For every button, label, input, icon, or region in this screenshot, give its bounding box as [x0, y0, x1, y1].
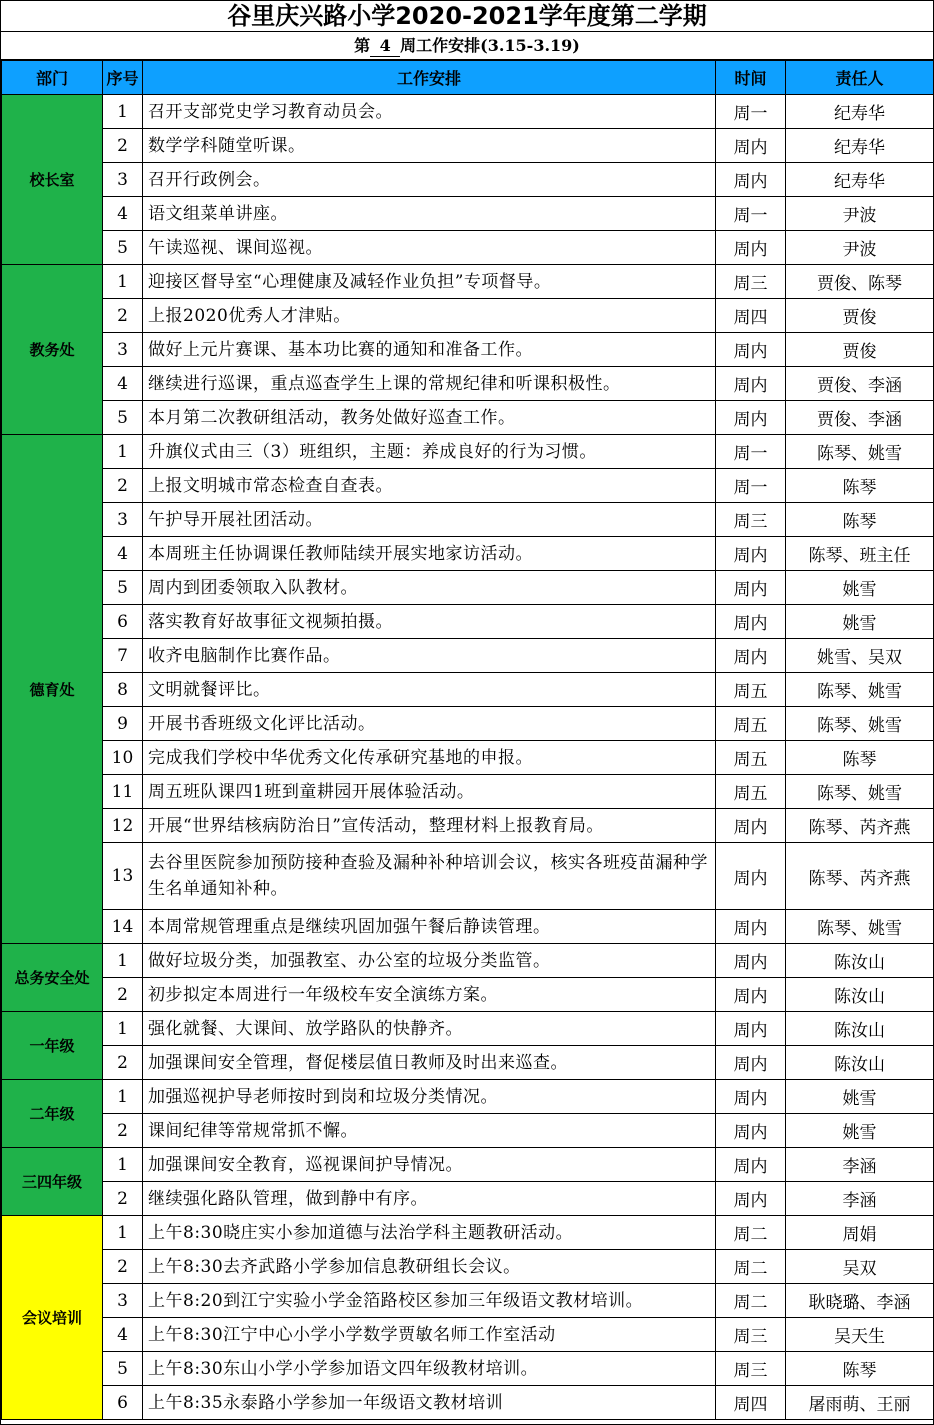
- time-cell: 周内: [716, 163, 786, 197]
- time-cell: 周内: [716, 1080, 786, 1114]
- table-row: [2, 197, 934, 231]
- row-number: 2: [103, 1046, 143, 1080]
- row-number: 6: [103, 605, 143, 639]
- person-cell: 李涵: [786, 1148, 934, 1182]
- person-cell: 陈琴、姚雪: [786, 775, 934, 809]
- table-row: [2, 231, 934, 265]
- person-cell: 陈琴: [786, 1352, 934, 1386]
- row-number: 1: [103, 944, 143, 978]
- person-cell: 吴天生: [786, 1318, 934, 1352]
- time-cell: 周内: [716, 571, 786, 605]
- table-row: [2, 1080, 934, 1114]
- task-cell: 做好上元片赛课、基本功比赛的通知和准备工作。: [143, 333, 716, 367]
- task-cell: 召开支部党史学习教育动员会。: [143, 95, 716, 129]
- row-number: 4: [103, 537, 143, 571]
- row-number: 10: [103, 741, 143, 775]
- person-cell: 陈琴、班主任: [786, 537, 934, 571]
- row-number: 2: [103, 1182, 143, 1216]
- week-number: 4: [370, 36, 400, 57]
- time-cell: 周一: [716, 469, 786, 503]
- person-cell: 陈琴、姚雪: [786, 435, 934, 469]
- time-cell: 周二: [716, 1284, 786, 1318]
- dept-cell: 三四年级: [2, 1148, 103, 1216]
- time-cell: 周内: [716, 1148, 786, 1182]
- time-cell: 周内: [716, 231, 786, 265]
- person-cell: 陈琴、姚雪: [786, 707, 934, 741]
- task-cell: 迎接区督导室“心理健康及减轻作业负担”专项督导。: [143, 265, 716, 299]
- table-row: [2, 910, 934, 944]
- time-cell: 周内: [716, 809, 786, 843]
- page-subtitle: [1, 32, 933, 60]
- table-row: [2, 469, 934, 503]
- task-cell: 上午8:30晓庄实小参加道德与法治学科主题教研活动。: [143, 1216, 716, 1250]
- person-cell: 陈琴、芮齐燕: [786, 809, 934, 843]
- time-cell: 周四: [716, 299, 786, 333]
- dept-cell: 校长室: [2, 95, 103, 265]
- time-cell: 周内: [716, 401, 786, 435]
- table-row: [2, 843, 934, 910]
- time-cell: 周内: [716, 944, 786, 978]
- person-cell: 尹波: [786, 197, 934, 231]
- task-cell: 上午8:30东山小学小学参加语文四年级教材培训。: [143, 1352, 716, 1386]
- task-cell: 上午8:20到江宁实验小学金箔路校区参加三年级语文教材培训。: [143, 1284, 716, 1318]
- row-number: 3: [103, 1284, 143, 1318]
- table-row: [2, 639, 934, 673]
- person-cell: 姚雪: [786, 1114, 934, 1148]
- table-row: [2, 809, 934, 843]
- time-cell: 周内: [716, 537, 786, 571]
- row-number: 13: [103, 843, 143, 910]
- table-row: [2, 978, 934, 1012]
- table-row: [2, 401, 934, 435]
- table-row: [2, 265, 934, 299]
- row-number: 2: [103, 1250, 143, 1284]
- row-number: 1: [103, 265, 143, 299]
- task-cell: 收齐电脑制作比赛作品。: [143, 639, 716, 673]
- table-row: [2, 129, 934, 163]
- time-cell: 周内: [716, 129, 786, 163]
- person-cell: 周娟: [786, 1216, 934, 1250]
- row-number: 5: [103, 571, 143, 605]
- person-cell: 陈汝山: [786, 944, 934, 978]
- task-cell: 去谷里医院参加预防接种查验及漏种补种培训会议，核实各班疫苗漏种学生名单通知补种。: [143, 843, 716, 910]
- table-row: [2, 333, 934, 367]
- row-number: 4: [103, 197, 143, 231]
- table-row: [2, 775, 934, 809]
- table-row: [2, 95, 934, 129]
- row-number: 9: [103, 707, 143, 741]
- task-cell: 初步拟定本周进行一年级校车安全演练方案。: [143, 978, 716, 1012]
- task-cell: 本周班主任协调课任教师陆续开展实地家访活动。: [143, 537, 716, 571]
- header-dept: 部门: [2, 61, 103, 95]
- person-cell: 陈琴: [786, 469, 934, 503]
- row-number: 7: [103, 639, 143, 673]
- table-row: [2, 163, 934, 197]
- person-cell: 贾俊: [786, 333, 934, 367]
- dept-cell: 二年级: [2, 1080, 103, 1148]
- table-row: [2, 1216, 934, 1250]
- task-cell: 周五班队课四1班到童耕园开展体验活动。: [143, 775, 716, 809]
- person-cell: 纪寿华: [786, 163, 934, 197]
- time-cell: 周五: [716, 775, 786, 809]
- time-cell: 周内: [716, 333, 786, 367]
- table-row: [2, 435, 934, 469]
- table-row: [2, 1250, 934, 1284]
- row-number: 2: [103, 299, 143, 333]
- row-number: 2: [103, 129, 143, 163]
- task-cell: 上午8:30去齐武路小学参加信息教研组长会议。: [143, 1250, 716, 1284]
- table-row: [2, 1386, 934, 1420]
- task-cell: 周内到团委领取入队教材。: [143, 571, 716, 605]
- task-cell: 开展“世界结核病防治日”宣传活动，整理材料上报教育局。: [143, 809, 716, 843]
- header-time: 时间: [716, 61, 786, 95]
- table-row: [2, 673, 934, 707]
- schedule-body: [2, 95, 934, 1420]
- table-row: [2, 571, 934, 605]
- time-cell: 周五: [716, 707, 786, 741]
- time-cell: 周三: [716, 265, 786, 299]
- task-cell: 上午8:30江宁中心小学小学数学贾敏名师工作室活动: [143, 1318, 716, 1352]
- header-row: [2, 61, 934, 95]
- row-number: 1: [103, 1216, 143, 1250]
- task-cell: 升旗仪式由三（3）班组织，主题：养成良好的行为习惯。: [143, 435, 716, 469]
- person-cell: 纪寿华: [786, 95, 934, 129]
- header-person: 责任人: [786, 61, 934, 95]
- row-number: 11: [103, 775, 143, 809]
- person-cell: 姚雪、吴双: [786, 639, 934, 673]
- row-number: 2: [103, 469, 143, 503]
- table-row: [2, 707, 934, 741]
- task-cell: 加强课间安全管理，督促楼层值日教师及时出来巡查。: [143, 1046, 716, 1080]
- task-cell: 继续强化路队管理，做到静中有序。: [143, 1182, 716, 1216]
- dept-cell: 一年级: [2, 1012, 103, 1080]
- time-cell: 周内: [716, 1182, 786, 1216]
- task-cell: 上报文明城市常态检查自查表。: [143, 469, 716, 503]
- subtitle-prefix: 第: [354, 36, 371, 55]
- time-cell: 周四: [716, 1386, 786, 1420]
- row-number: 12: [103, 809, 143, 843]
- header-task: 工作安排: [143, 61, 716, 95]
- row-number: 1: [103, 1080, 143, 1114]
- table-row: [2, 1318, 934, 1352]
- dept-cell: 总务安全处: [2, 944, 103, 1012]
- table-row: [2, 741, 934, 775]
- header-no: 序号: [103, 61, 143, 95]
- table-row: [2, 1046, 934, 1080]
- person-cell: 陈琴、姚雪: [786, 910, 934, 944]
- task-cell: 文明就餐评比。: [143, 673, 716, 707]
- time-cell: 周内: [716, 605, 786, 639]
- person-cell: 陈琴、芮齐燕: [786, 843, 934, 910]
- time-cell: 周二: [716, 1216, 786, 1250]
- table-row: [2, 299, 934, 333]
- time-cell: 周内: [716, 1114, 786, 1148]
- task-cell: 强化就餐、大课间、放学路队的快静齐。: [143, 1012, 716, 1046]
- person-cell: 陈汝山: [786, 978, 934, 1012]
- person-cell: 贾俊: [786, 299, 934, 333]
- row-number: 14: [103, 910, 143, 944]
- table-row: [2, 1284, 934, 1318]
- time-cell: 周五: [716, 673, 786, 707]
- row-number: 5: [103, 401, 143, 435]
- time-cell: 周一: [716, 197, 786, 231]
- person-cell: 贾俊、陈琴: [786, 265, 934, 299]
- row-number: 5: [103, 1352, 143, 1386]
- time-cell: 周内: [716, 1046, 786, 1080]
- row-number: 1: [103, 1148, 143, 1182]
- person-cell: 屠雨萌、王丽: [786, 1386, 934, 1420]
- time-cell: 周二: [716, 1250, 786, 1284]
- person-cell: 贾俊、李涵: [786, 401, 934, 435]
- row-number: 2: [103, 978, 143, 1012]
- table-row: [2, 537, 934, 571]
- table-row: [2, 1114, 934, 1148]
- row-number: 4: [103, 1318, 143, 1352]
- person-cell: 纪寿华: [786, 129, 934, 163]
- task-cell: 继续进行巡课，重点巡查学生上课的常规纪律和听课积极性。: [143, 367, 716, 401]
- row-number: 4: [103, 367, 143, 401]
- task-cell: 午读巡视、课间巡视。: [143, 231, 716, 265]
- person-cell: 尹波: [786, 231, 934, 265]
- task-cell: 数学学科随堂听课。: [143, 129, 716, 163]
- row-number: 1: [103, 1012, 143, 1046]
- table-row: [2, 1352, 934, 1386]
- row-number: 2: [103, 1114, 143, 1148]
- person-cell: 姚雪: [786, 571, 934, 605]
- subtitle-suffix: 周工作安排(3.15-3.19): [400, 36, 580, 55]
- table-row: [2, 503, 934, 537]
- task-cell: 开展书香班级文化评比活动。: [143, 707, 716, 741]
- person-cell: 陈汝山: [786, 1046, 934, 1080]
- time-cell: 周一: [716, 435, 786, 469]
- person-cell: 陈琴、姚雪: [786, 673, 934, 707]
- table-row: [2, 944, 934, 978]
- task-cell: 做好垃圾分类，加强教室、办公室的垃圾分类监管。: [143, 944, 716, 978]
- row-number: 1: [103, 435, 143, 469]
- person-cell: 贾俊、李涵: [786, 367, 934, 401]
- task-cell: 落实教育好故事征文视频拍摄。: [143, 605, 716, 639]
- time-cell: 周内: [716, 910, 786, 944]
- table-row: [2, 367, 934, 401]
- row-number: 8: [103, 673, 143, 707]
- person-cell: 吴双: [786, 1250, 934, 1284]
- table-row: [2, 1148, 934, 1182]
- time-cell: 周三: [716, 1318, 786, 1352]
- time-cell: 周内: [716, 367, 786, 401]
- time-cell: 周三: [716, 1352, 786, 1386]
- person-cell: 陈琴: [786, 741, 934, 775]
- person-cell: 李涵: [786, 1182, 934, 1216]
- row-number: 5: [103, 231, 143, 265]
- row-number: 6: [103, 1386, 143, 1420]
- row-number: 1: [103, 95, 143, 129]
- task-cell: 上午8:35永泰路小学参加一年级语文教材培训: [143, 1386, 716, 1420]
- person-cell: 姚雪: [786, 1080, 934, 1114]
- schedule-table: [1, 60, 934, 1420]
- task-cell: 课间纪律等常规常抓不懈。: [143, 1114, 716, 1148]
- page-title: 谷里庆兴路小学2020-2021学年度第二学期: [1, 1, 933, 32]
- time-cell: 周内: [716, 843, 786, 910]
- task-cell: 完成我们学校中华优秀文化传承研究基地的申报。: [143, 741, 716, 775]
- row-number: 3: [103, 333, 143, 367]
- task-cell: 上报2020优秀人才津贴。: [143, 299, 716, 333]
- time-cell: 周内: [716, 978, 786, 1012]
- dept-cell: 会议培训: [2, 1216, 103, 1420]
- dept-cell: 教务处: [2, 265, 103, 435]
- time-cell: 周五: [716, 741, 786, 775]
- person-cell: 陈琴: [786, 503, 934, 537]
- time-cell: 周一: [716, 95, 786, 129]
- task-cell: 加强课间安全教育，巡视课间护导情况。: [143, 1148, 716, 1182]
- task-cell: 本周常规管理重点是继续巩固加强午餐后静读管理。: [143, 910, 716, 944]
- dept-cell: 德育处: [2, 435, 103, 944]
- person-cell: 耿晓璐、李涵: [786, 1284, 934, 1318]
- table-row: [2, 1012, 934, 1046]
- table-row: [2, 605, 934, 639]
- person-cell: 陈汝山: [786, 1012, 934, 1046]
- task-cell: 语文组菜单讲座。: [143, 197, 716, 231]
- task-cell: 召开行政例会。: [143, 163, 716, 197]
- task-cell: 午护导开展社团活动。: [143, 503, 716, 537]
- task-cell: 加强巡视护导老师按时到岗和垃圾分类情况。: [143, 1080, 716, 1114]
- person-cell: 姚雪: [786, 605, 934, 639]
- time-cell: 周三: [716, 503, 786, 537]
- task-cell: 本月第二次教研组活动，教务处做好巡查工作。: [143, 401, 716, 435]
- row-number: 3: [103, 503, 143, 537]
- time-cell: 周内: [716, 1012, 786, 1046]
- table-row: [2, 1182, 934, 1216]
- row-number: 3: [103, 163, 143, 197]
- time-cell: 周内: [716, 639, 786, 673]
